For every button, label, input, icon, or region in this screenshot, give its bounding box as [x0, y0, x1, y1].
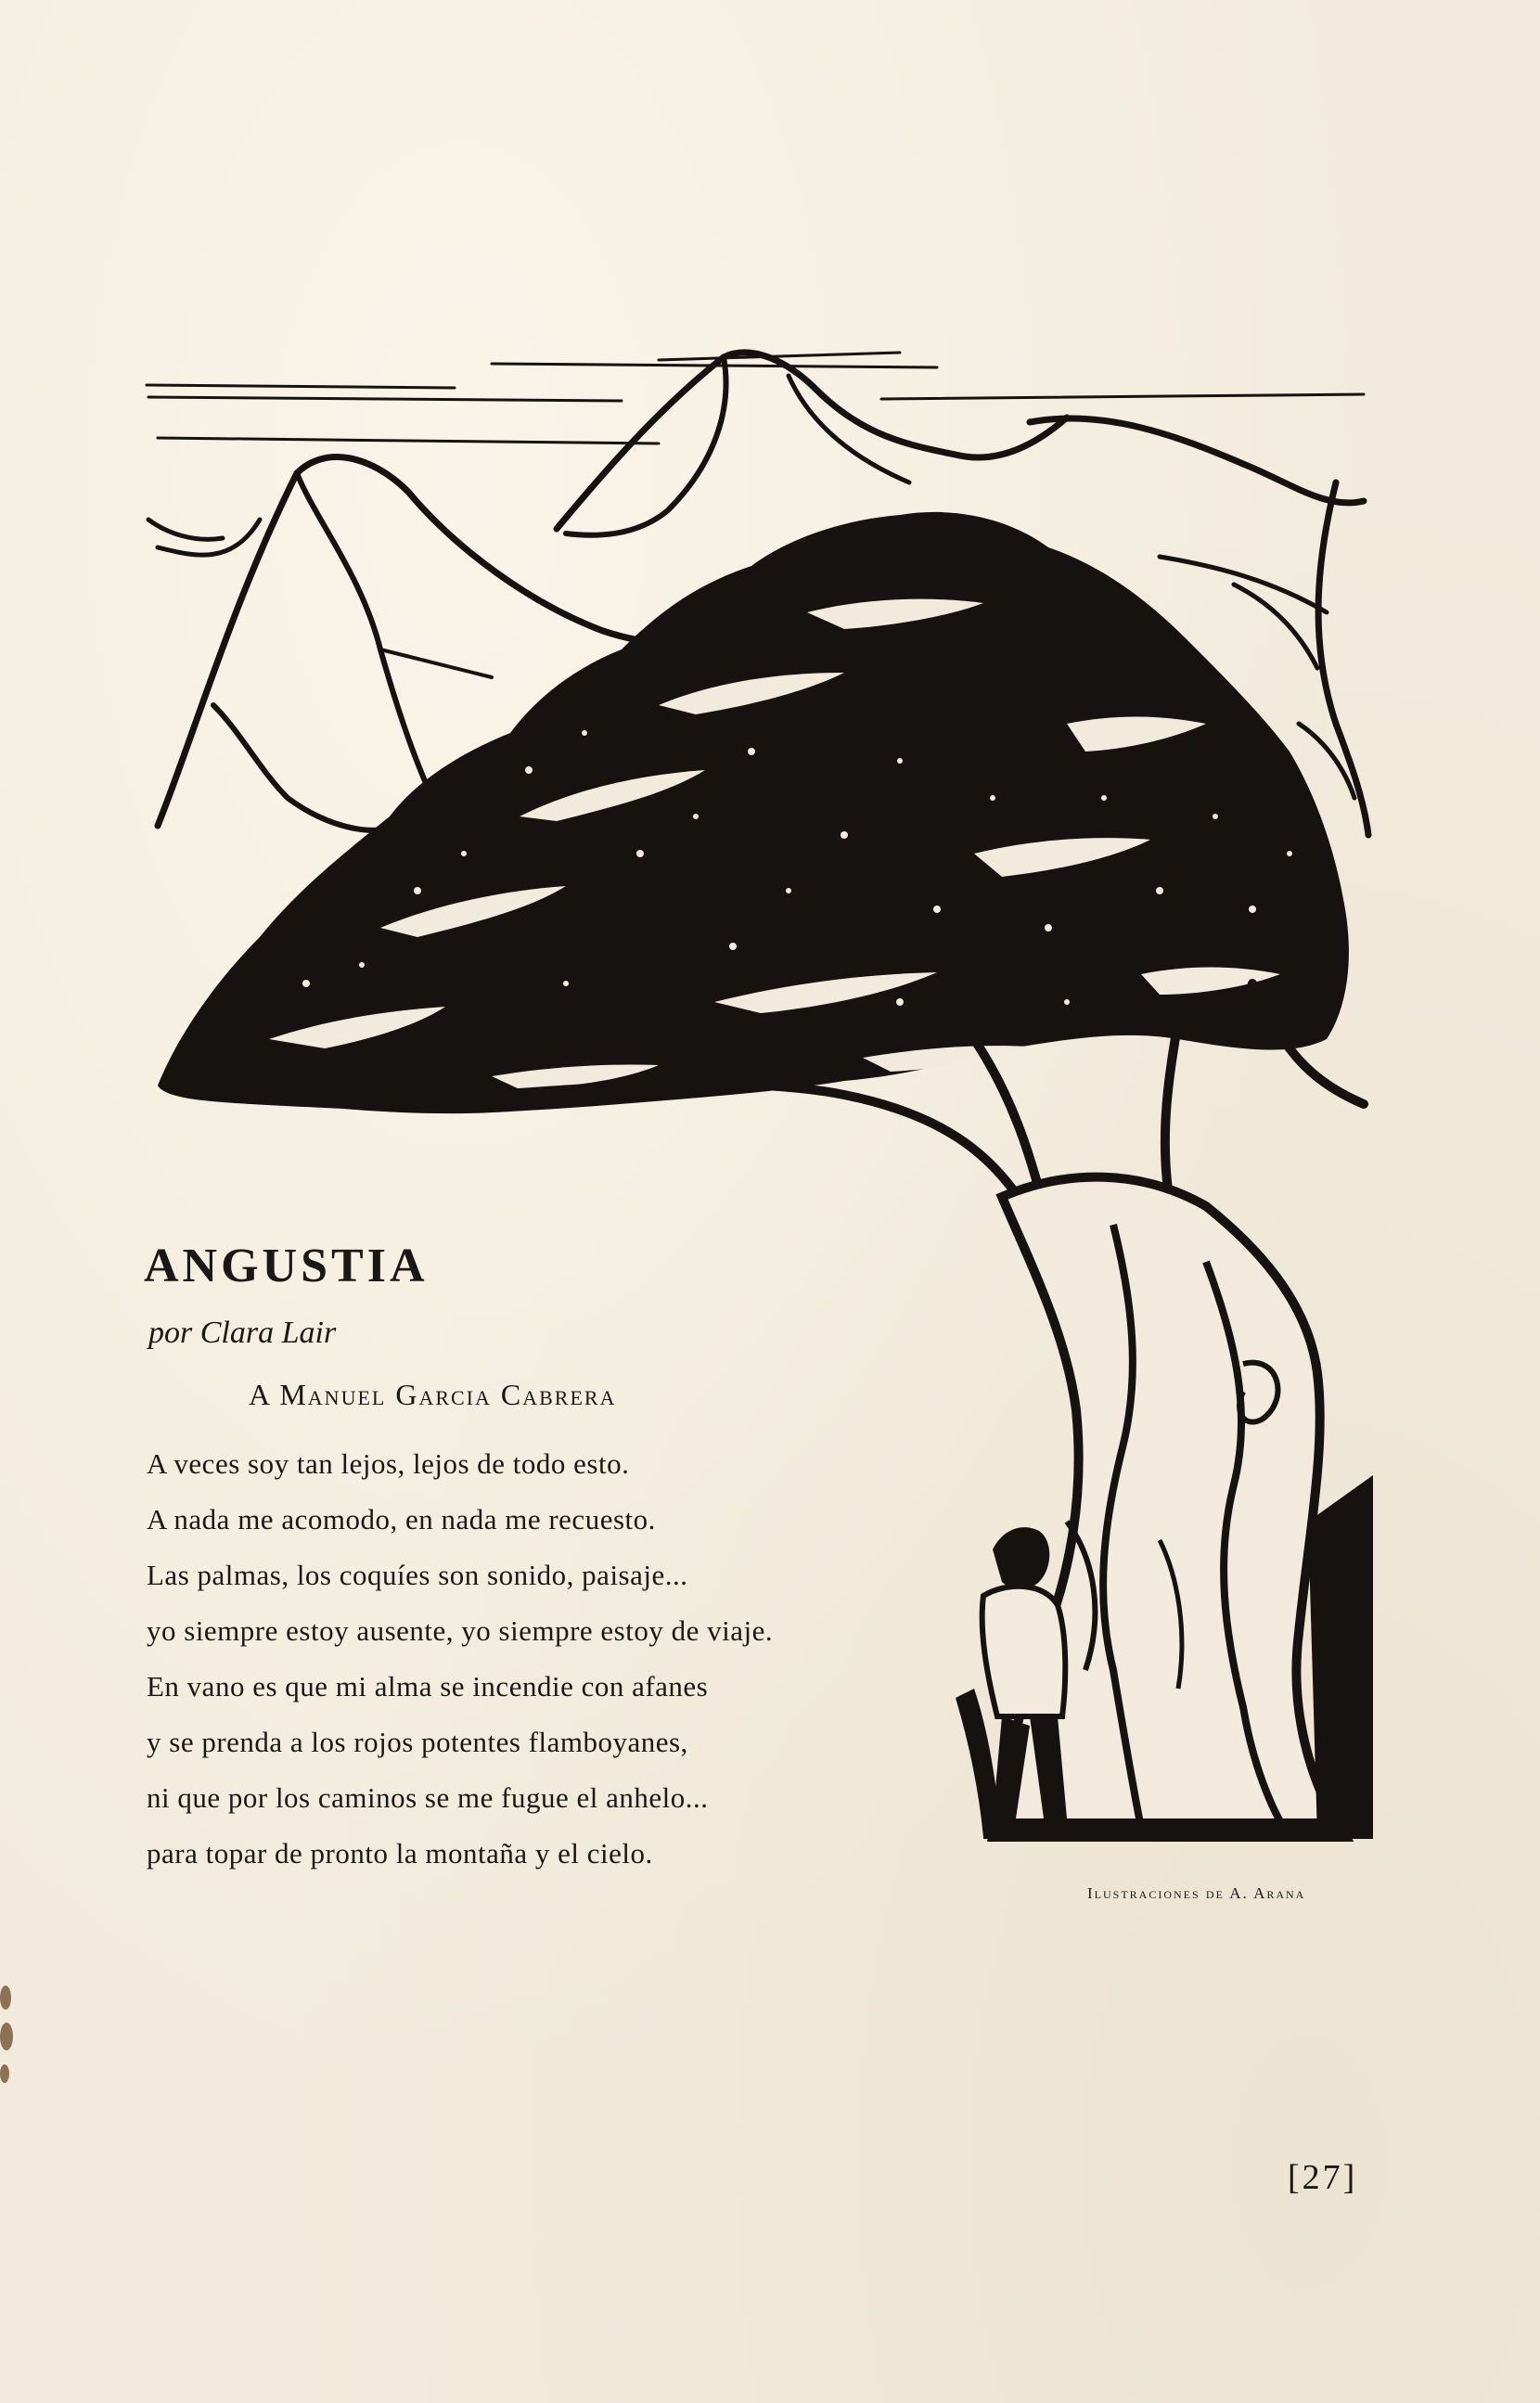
poem-author: por Clara Lair: [148, 1316, 337, 1350]
poem-title: ANGUSTIA: [144, 1240, 429, 1292]
page-number: [27]: [1288, 2158, 1358, 2197]
paper-stain: [0, 2064, 9, 2083]
poem-line: y se prenda a los rojos potentes flamboyanes,: [147, 1726, 688, 1758]
paper-stain: [0, 2023, 13, 2050]
poem-line: ni que por los caminos se me fugue el anhelo...: [147, 1781, 709, 1814]
illustration-credit: Ilustraciones de A. Arana: [1087, 1884, 1306, 1902]
poem-line: Las palmas, los coquíes son sonido, paisaje...: [147, 1559, 688, 1591]
poem-line: En vano es que mi alma se incendie con afanes: [147, 1670, 709, 1703]
paper-stain: [0, 1985, 11, 2010]
poem-line: A veces soy tan lejos, lejos de todo esto.: [147, 1447, 630, 1480]
poem-line: para topar de pronto la montaña y el cielo.: [147, 1837, 653, 1870]
poem-line: yo siempre estoy ausente, yo siempre estoy de viaje.: [147, 1614, 774, 1647]
sky-lines: [147, 353, 1364, 443]
poem-body: [147, 1436, 773, 1882]
poem-dedication: A Manuel Garcia Cabrera: [249, 1378, 617, 1411]
poem-line: A nada me acomodo, en nada me recuesto.: [147, 1503, 656, 1536]
